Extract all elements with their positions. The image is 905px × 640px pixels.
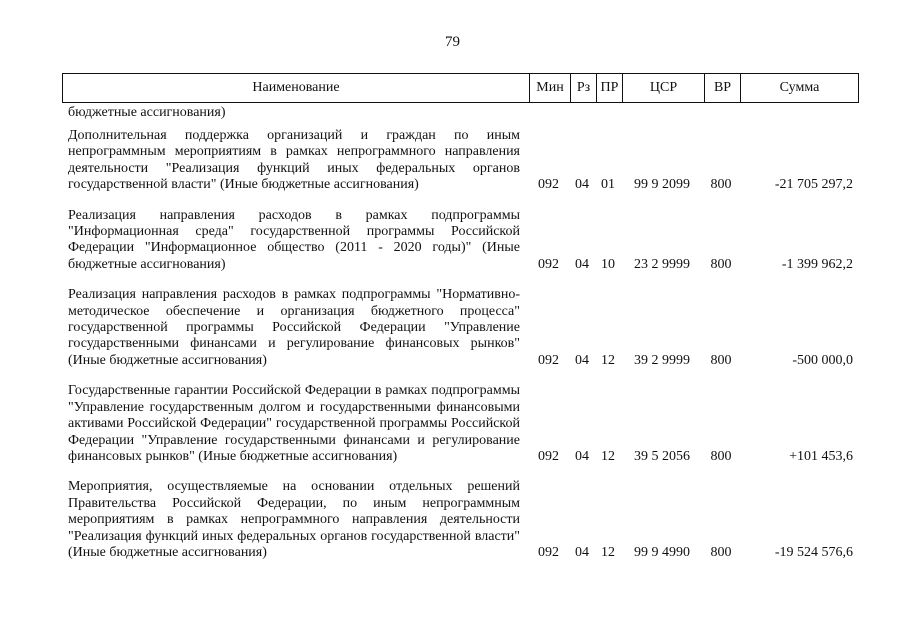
table-row xyxy=(62,208,859,274)
table-header xyxy=(62,73,859,103)
row-min: 092 xyxy=(538,544,559,560)
header-name: Наименование xyxy=(252,80,340,95)
header-csr: ЦСР xyxy=(622,74,704,102)
row-name: Реализация направления расходов в рамках подпрограммы "Нормативно-методическое обеспечение и организация бюджетного процесса" государственной программы Российской Федерации "Управление государственными финансами и регулирование финансовых рынков" (Иные бюджетные ассигнования) xyxy=(68,287,520,368)
row-name: Дополнительная поддержка организаций и граждан по иным непрограммным мероприятиям в рамках непрограммного направления деятельности "Реализация функций иных федеральных органов государственной власти" (Иные бюджетные ассигнования) xyxy=(68,128,520,193)
table-row xyxy=(62,383,859,465)
row-sum: +101 453,6 xyxy=(789,448,853,464)
row-vr: 800 xyxy=(710,352,732,368)
row-vr: 800 xyxy=(710,256,732,272)
row-sum: -21 705 297,2 xyxy=(774,177,853,193)
header-rz: Рз xyxy=(570,74,596,102)
row-pr: 10 xyxy=(601,256,615,272)
row-csr: 23 2 9999 xyxy=(634,256,690,272)
row-sum: -1 399 962,2 xyxy=(781,256,853,272)
table-row xyxy=(62,128,859,194)
row-sum: -19 524 576,6 xyxy=(774,544,853,560)
row-min: 092 xyxy=(538,448,559,464)
row-pr: 12 xyxy=(601,448,615,464)
row-pr: 01 xyxy=(601,177,615,193)
header-pr: ПР xyxy=(596,74,622,102)
header-sum: Сумма xyxy=(740,74,858,102)
table-body xyxy=(62,128,859,575)
header-min: Мин xyxy=(529,74,570,102)
table-row xyxy=(62,287,859,369)
row-csr: 99 9 4990 xyxy=(634,544,690,560)
row-rz: 04 xyxy=(575,256,589,272)
row-rz: 04 xyxy=(575,448,589,464)
row-rz: 04 xyxy=(575,177,589,193)
row-name: Мероприятия, осуществляемые на основании отдельных решений Правительства Российской Федерации, по иным непрограммным мероприятиям в рамках непрограммного направления деятельности "Реализация функций иных федеральных органов государственной власти" (Иные бюджетные ассигнования) xyxy=(68,479,520,560)
row-rz: 04 xyxy=(575,352,589,368)
row-pr: 12 xyxy=(601,352,615,368)
row-csr: 39 2 9999 xyxy=(634,352,690,368)
page-number: 79 xyxy=(445,34,460,50)
row-rz: 04 xyxy=(575,544,589,560)
row-vr: 800 xyxy=(710,544,732,560)
row-pr: 12 xyxy=(601,544,615,560)
row-name: Реализация направления расходов в рамках подпрограммы "Информационная среда" государственной программы Российской Федерации "Информационное общество (2011 - 2020 годы)" (Иные бюджетные ассигнования) xyxy=(68,207,520,272)
header-vr: ВР xyxy=(704,74,740,102)
row-csr: 99 9 2099 xyxy=(634,177,690,193)
row-csr: 39 5 2056 xyxy=(634,448,690,464)
table-row xyxy=(62,479,859,561)
row-vr: 800 xyxy=(710,448,732,464)
row-name: Государственные гарантии Российской Федерации в рамках подпрограммы "Управление государственным долгом и государственными финансовыми активами Российской Федерации" государственной программы Российской Федерации "Управление государственными финансами и регулирование финансовых рынков" (Иные бюджетные ассигнования) xyxy=(68,383,520,464)
continuation-text: бюджетные ассигнования) xyxy=(68,105,226,120)
row-sum: -500 000,0 xyxy=(792,352,853,368)
row-vr: 800 xyxy=(710,177,732,193)
row-min: 092 xyxy=(538,177,559,193)
row-min: 092 xyxy=(538,256,559,272)
row-min: 092 xyxy=(538,352,559,368)
